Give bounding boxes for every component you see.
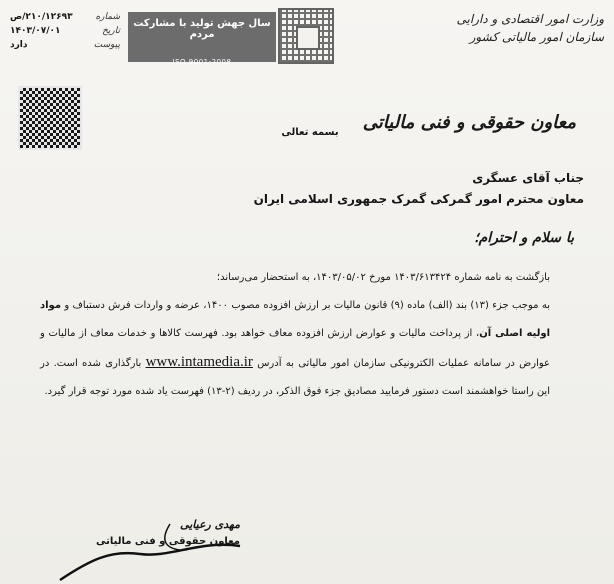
letter-number: ۲۱۰/۱۲۶۹۳/ص xyxy=(10,12,73,22)
greeting: با سلام و احترام؛ xyxy=(474,230,574,246)
signatory-title: معاون حقوقی و فنی مالیاتی xyxy=(96,536,240,547)
qr-code-icon xyxy=(18,86,82,150)
attachment-value: دارد xyxy=(10,40,28,50)
letter-meta xyxy=(10,10,120,52)
meta-date-row xyxy=(10,24,120,38)
number-label: شماره xyxy=(95,12,120,22)
slogan-text: سال جهش تولید با مشارکت مردم xyxy=(133,18,271,40)
recipient-name: جناب آقای عسگری xyxy=(472,171,584,185)
slogan-banner xyxy=(128,12,276,66)
iso-text: ISO 9001-2008 xyxy=(172,58,232,66)
website-link[interactable]: www.intamedia.ir xyxy=(145,354,253,370)
meta-number-row xyxy=(10,10,120,24)
office-title: معاون حقوقی و فنی مالیاتی xyxy=(362,112,576,133)
bismillah: بسمه تعالی xyxy=(281,127,339,138)
body-paragraph-2 xyxy=(40,292,574,406)
body-text-c: بارگذاری شده است. در این راستا خواهشمند است دستور فرمایید مصادیق جزء فوق الذکر، در ردیف (۲-۱۳) فهرست یاد شده مورد توجه قرار گیرد. xyxy=(40,358,550,397)
date-label: تاریخ xyxy=(102,26,120,36)
body-text-b: ، از پرداخت مالیات و عوارض ارزش افزوده معاف خواهد بود. فهرست کالاها و خدمات معاف از مالیات و عوارض در سامانه عملیات الکترونیکی سازمان امور مالیاتی به آدرس xyxy=(40,328,550,369)
body-bold-phrase: مواد اولیه اصلی آن xyxy=(40,300,550,339)
body-text-a: به موجب جزء (۱۳) بند (الف) ماده (۹) قانون مالیات بر ارزش افزوده مصوب ۱۴۰۰، عرضه و واردات فرش دستباف و xyxy=(61,300,550,311)
letter-body xyxy=(40,264,574,406)
letterhead-org xyxy=(404,10,604,46)
recipient-title: معاون محترم امور گمرکی گمرک جمهوری اسلامی ایران xyxy=(253,192,584,206)
signatory-name: مهدی رعیایی xyxy=(180,518,240,531)
letter-date: ۱۴۰۳/۰۷/۰۱ xyxy=(10,26,61,36)
body-paragraph-1: بازگشت به نامه شماره ۱۴۰۳/۶۱۳۴۲۴ مورخ ۱۴۰۳/۰۵/۰۲، به استحضار می‌رساند؛ xyxy=(216,272,550,283)
organization-name: سازمان امور مالیاتی کشور xyxy=(469,30,604,44)
attachment-label: پیوست xyxy=(93,40,120,50)
organization-emblem-icon xyxy=(278,8,334,64)
ministry-name: وزارت امور اقتصادی و دارایی xyxy=(456,12,604,26)
meta-attachment-row xyxy=(10,38,120,52)
